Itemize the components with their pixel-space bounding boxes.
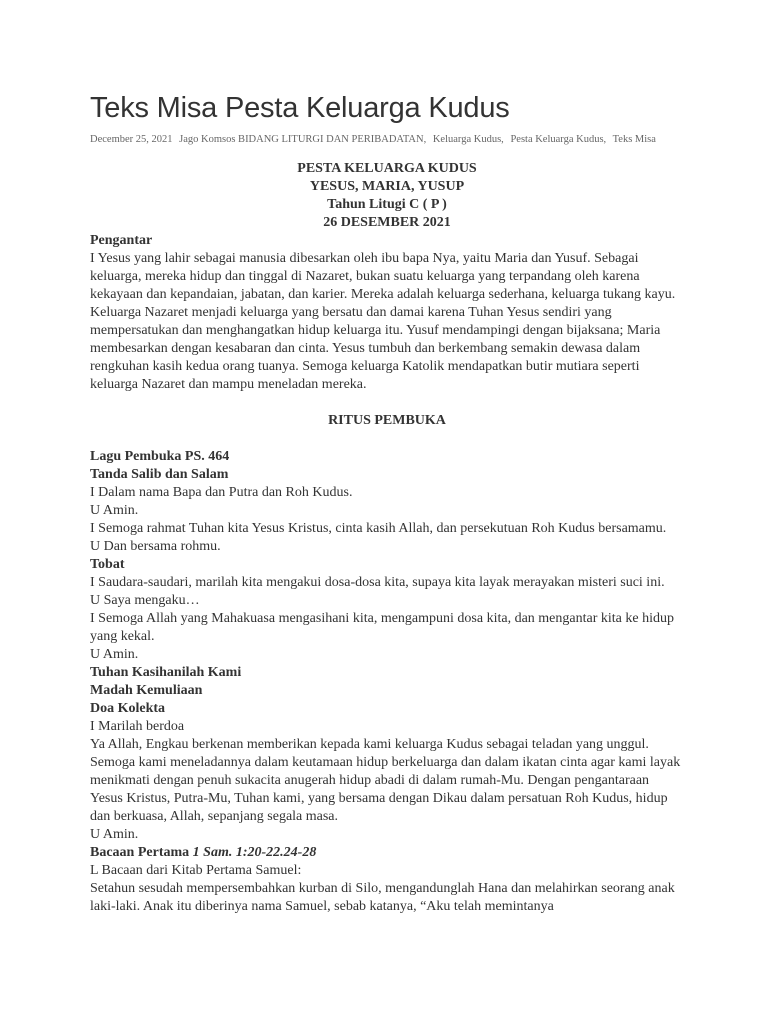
paragraph: L Bacaan dari Kitab Pertama Samuel: xyxy=(90,863,302,878)
post-meta xyxy=(90,132,680,147)
section-heading: Tuhan Kasihanilah Kami xyxy=(90,665,242,680)
paragraph: U Dan bersama rohmu. xyxy=(90,539,221,554)
section-heading: Doa Kolekta xyxy=(90,701,166,716)
section-heading: Lagu Pembuka PS. 464 xyxy=(90,449,230,464)
paragraph: I Yesus yang lahir sebagai manusia dibesarkan oleh ibu bapa Nya, yaitu Maria dan Yusuf. Sebagai keluarga, mereka hidup dan tinggal di Nazaret, bukan suatu keluarga yang terpandang oleh karena kekayaan dan kepandaian, jabatan, dan karier. Mereka adalah keluarga sederhana, keluarga tukang kayu. Keluarga Nazaret menjadi keluarga yang bersatu dan damai karena Tuhan Yesus sendiri yang mempersatukan dan menghangatkan hidup keluarga itu. Yusuf mendampingi dengan bijaksana; Maria membesarkan dengan kesabaran dan cinta. Yesus tumbuh dan berkembang semakin dewasa dalam rengkuhan kasih kedua orang tuanya. Semoga keluarga Katolik mendapatkan butir mutiara seperti keluarga Nazaret dan mampu meneladan mereka. xyxy=(90,251,676,392)
post-author[interactable]: Jago Komsos BIDANG LITURGI DAN PERIBADATAN, xyxy=(179,134,427,145)
section-heading: Tanda Salib dan Salam xyxy=(90,467,229,482)
header-line: YESUS, MARIA, YUSUP xyxy=(309,179,465,194)
paragraph: I Semoga Allah yang Mahakuasa mengasihani kita, mengampuni dosa kita, dan mengantar kita ke hidup yang kekal. xyxy=(90,611,674,644)
paragraph: U Saya mengaku… xyxy=(90,593,200,608)
header-line: PESTA KELUARGA KUDUS xyxy=(297,161,477,176)
section-heading: RITUS PEMBUKA xyxy=(328,413,446,428)
paragraph: I Semoga rahmat Tuhan kita Yesus Kristus, cinta kasih Allah, dan persekutuan Roh Kudus bersamamu. xyxy=(90,521,667,536)
page-title: Teks Misa Pesta Keluarga Kudus xyxy=(90,92,510,124)
paragraph: I Saudara-saudari, marilah kita mengakui dosa-dosa kita, supaya kita layak merayakan misteri suci ini. xyxy=(90,575,665,590)
paragraph: U Amin. xyxy=(90,503,139,518)
section-heading: Madah Kemuliaan xyxy=(90,683,203,698)
section-heading: Tobat xyxy=(90,557,125,572)
paragraph: I Dalam nama Bapa dan Putra dan Roh Kudus. xyxy=(90,485,353,500)
tag-link[interactable]: Teks Misa xyxy=(612,134,656,145)
section-heading: Pengantar xyxy=(90,233,153,248)
tag-link[interactable]: Pesta Keluarga Kudus, xyxy=(510,134,607,145)
paragraph: Setahun sesudah mempersembahkan kurban di Silo, mengandunglah Hana dan melahirkan seorang anak laki-laki. Anak itu diberinya nama Samuel, sebab katanya, “Aku telah memintanya xyxy=(90,881,675,914)
section-heading xyxy=(90,844,684,862)
reading-title: Bacaan Pertama xyxy=(90,845,190,860)
header-line: Tahun Litugi C ( P ) xyxy=(327,197,447,212)
article-body xyxy=(90,160,684,916)
tag-link[interactable]: Keluarga Kudus, xyxy=(432,134,504,145)
paragraph: U Amin. xyxy=(90,827,139,842)
reading-reference: 1 Sam. 1:20-22.24-28 xyxy=(192,845,317,860)
header-line: 26 DESEMBER 2021 xyxy=(323,215,451,230)
paragraph: Ya Allah, Engkau berkenan memberikan kepada kami keluarga Kudus sebagai teladan yang unggul. Semoga kami meneladannya dalam keutamaan hidup berkeluarga dan dalam ikatan cinta agar kami layak menikmati dengan penuh sukacita anugerah hidup abadi di dalam rumah-Mu. Dengan pengantaraan Yesus Kristus, Putra-Mu, Tuhan kami, yang bersama dengan Dikau dalam persatuan Roh Kudus, hidup dan berkuasa, Allah, sepanjang segala masa. xyxy=(90,737,681,824)
paragraph: U Amin. xyxy=(90,647,139,662)
post-date[interactable]: December 25, 2021 xyxy=(90,134,173,145)
paragraph: I Marilah berdoa xyxy=(90,719,185,734)
